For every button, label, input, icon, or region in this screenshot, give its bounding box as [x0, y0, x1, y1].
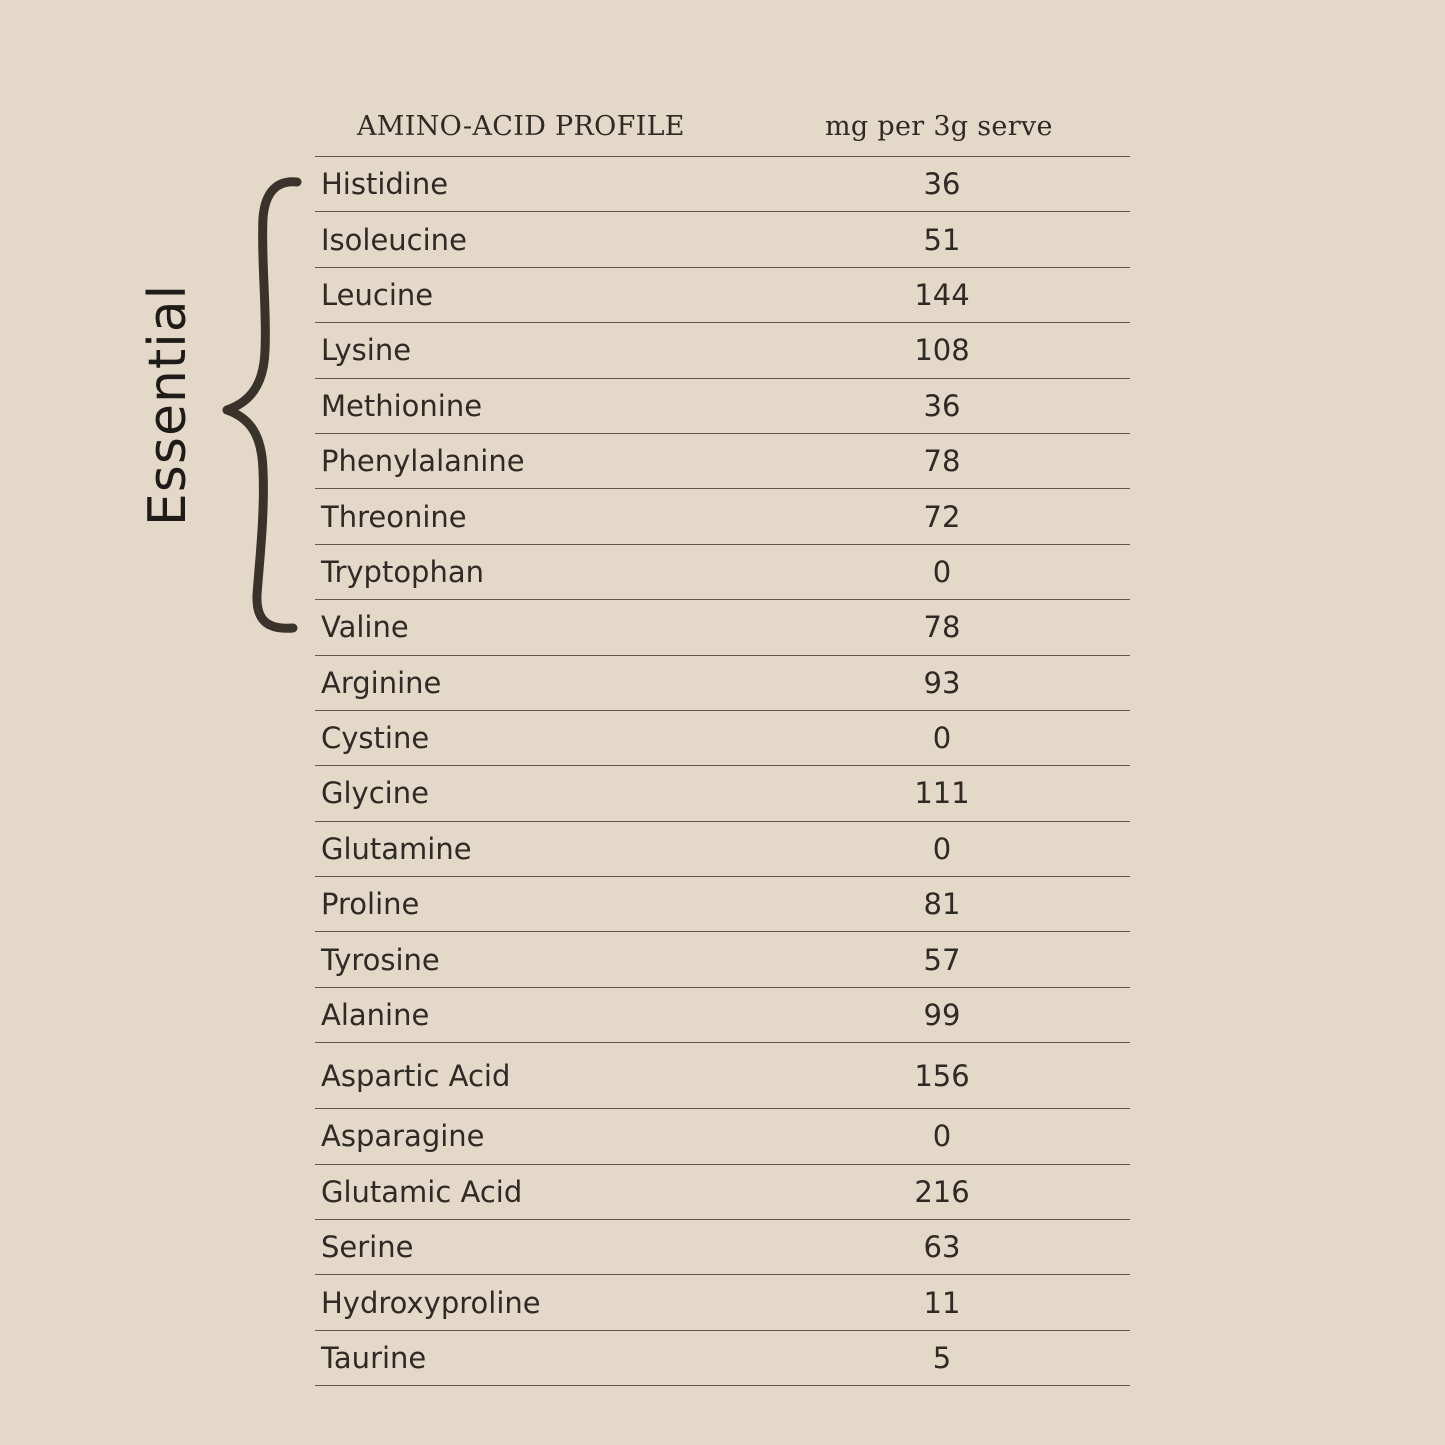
amino-acid-name: Asparagine: [321, 1119, 485, 1154]
amino-acid-name: Taurine: [321, 1341, 427, 1375]
amino-acid-value: 216: [914, 1174, 970, 1209]
table-row: [315, 212, 1130, 267]
amino-acid-name: Serine: [321, 1230, 414, 1265]
table-row: [315, 711, 1130, 766]
amino-acid-name: Tryptophan: [321, 554, 484, 589]
amino-acid-name: Tyrosine: [321, 942, 440, 977]
table-row: [315, 932, 1130, 987]
table-row: [315, 988, 1130, 1043]
amino-acid-value: 93: [923, 665, 961, 700]
amino-acid-name: Leucine: [321, 277, 434, 312]
amino-acid-name: Cystine: [321, 721, 430, 756]
amino-acid-value: 0: [932, 554, 952, 589]
table-row: [315, 1275, 1130, 1330]
amino-acid-name: Threonine: [321, 499, 467, 534]
curly-brace-icon: [215, 170, 310, 640]
amino-acid-name: Histidine: [321, 167, 449, 202]
table-body: [315, 157, 1130, 1386]
table-row: [315, 268, 1130, 323]
amino-acid-value: 0: [932, 721, 952, 756]
amino-acid-value: 108: [914, 333, 970, 368]
amino-acid-name: Arginine: [321, 665, 442, 700]
amino-acid-value: 156: [914, 1058, 970, 1093]
amino-acid-name: Valine: [321, 610, 409, 645]
amino-acid-value: 36: [923, 167, 961, 202]
amino-acid-value: 51: [923, 222, 961, 257]
table-row: [315, 877, 1130, 932]
amino-acid-value: 72: [923, 499, 961, 534]
table-row: [315, 656, 1130, 711]
amino-acid-value: 78: [923, 610, 961, 645]
table-row: [315, 434, 1130, 489]
amino-acid-name: Glutamine: [321, 831, 472, 866]
amino-acid-value: 78: [923, 444, 961, 479]
table-row: [315, 766, 1130, 821]
amino-acid-name: Isoleucine: [321, 222, 467, 257]
amino-acid-value: 63: [923, 1230, 961, 1265]
amino-acid-name: Phenylalanine: [321, 444, 525, 479]
amino-acid-name: Lysine: [321, 333, 412, 368]
amino-acid-value: 0: [932, 1119, 952, 1154]
amino-acid-value: 144: [914, 277, 970, 312]
essential-group-label: Essential: [138, 283, 198, 527]
table-row: [315, 157, 1130, 212]
amino-acid-value: 99: [923, 998, 961, 1033]
amino-acid-name: Alanine: [321, 998, 430, 1033]
amino-acid-value: 11: [923, 1285, 961, 1320]
table-row: [315, 822, 1130, 877]
amino-acid-value: 81: [923, 887, 961, 922]
amino-acid-name: Methionine: [321, 388, 483, 423]
amino-acid-name: Glycine: [321, 776, 429, 811]
amino-acid-table: [315, 108, 1130, 1386]
table-row: [315, 323, 1130, 378]
amino-acid-value: 36: [923, 388, 961, 423]
table-row: [315, 1220, 1130, 1275]
table-row: [315, 1109, 1130, 1164]
table-row: [315, 379, 1130, 434]
header-mg-per-serve: mg per 3g serve: [825, 111, 1053, 142]
amino-acid-value: 111: [914, 776, 970, 811]
amino-acid-name: Proline: [321, 887, 420, 922]
table-row: [315, 545, 1130, 600]
amino-acid-value: 57: [923, 942, 961, 977]
table-row: [315, 1043, 1130, 1109]
table-row: [315, 489, 1130, 544]
amino-acid-name: Glutamic Acid: [321, 1174, 523, 1209]
table-header: [315, 108, 1130, 157]
table-row: [315, 1331, 1130, 1386]
table-row: [315, 1165, 1130, 1220]
amino-acid-name: Aspartic Acid: [321, 1058, 511, 1093]
header-amino-acid-profile: AMINO-ACID PROFILE: [357, 111, 685, 142]
amino-acid-value: 5: [932, 1341, 952, 1375]
amino-acid-value: 0: [932, 831, 952, 866]
amino-acid-name: Hydroxyproline: [321, 1285, 541, 1320]
table-row: [315, 600, 1130, 655]
